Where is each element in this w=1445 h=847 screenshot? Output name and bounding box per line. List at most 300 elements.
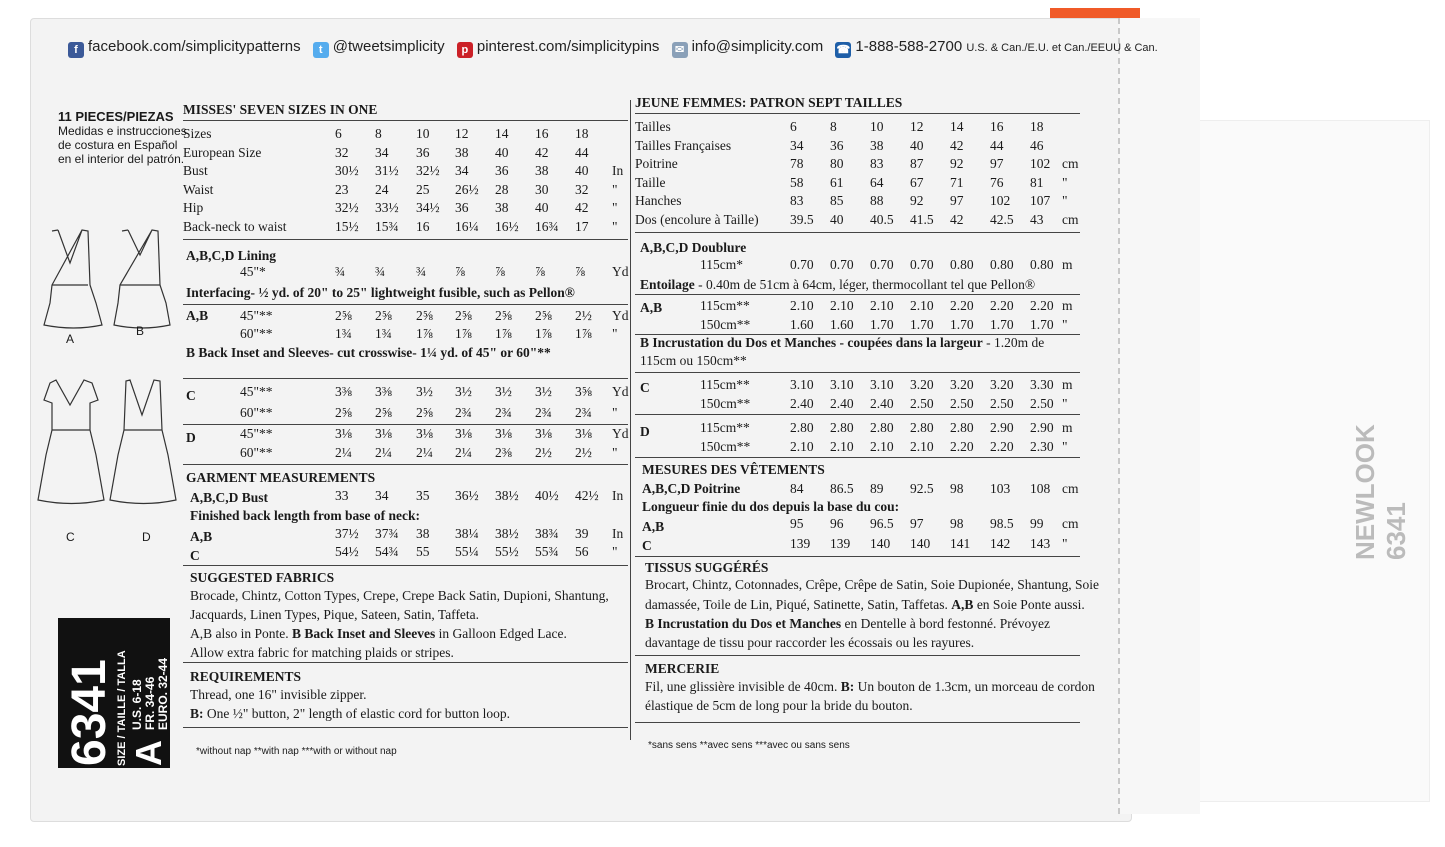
c-longueur-label: C <box>642 538 652 553</box>
d-metrage-value: 2.30 <box>1030 439 1054 454</box>
ab-longueur-unit: cm <box>1062 516 1079 531</box>
measure-value: 16 <box>416 218 430 234</box>
measure-label: Bust <box>183 163 208 178</box>
ab-width-1: 45"** <box>240 308 273 323</box>
incrustation-width: 115cm ou 150cm** <box>640 353 747 368</box>
finished-poitrine-value: 108 <box>1030 481 1051 496</box>
ab-yardage-value: 2⅝ <box>535 308 552 323</box>
measure-unit: " <box>612 200 618 215</box>
lining-value: ⅞ <box>535 264 546 279</box>
doublure-title: A,B,C,D Doublure <box>640 240 747 255</box>
ab-label: A,B <box>186 308 209 323</box>
ab-metrage-value: 2.20 <box>990 298 1014 313</box>
contact-header <box>68 38 1158 58</box>
measure-value: 36 <box>455 200 469 215</box>
requirements-title: REQUIREMENTS <box>190 669 302 684</box>
finished-poitrine-unit: cm <box>1062 481 1079 496</box>
view-label-d: D <box>142 530 151 544</box>
pattern-number: 6341 <box>63 659 116 766</box>
incrustation-label: B Incrustation du Dos et Manches - coupées dans la largeur <box>640 335 983 350</box>
finished-bust-value: 36½ <box>455 488 479 503</box>
measure-value: 8 <box>375 126 382 141</box>
dress-sketch-b <box>114 230 170 328</box>
c-length-value: 55¼ <box>455 544 479 559</box>
garment-measurements-title: GARMENT MEASUREMENTS <box>186 470 376 485</box>
ab-yardage-value: 1¾ <box>375 326 392 341</box>
measure-value: 61 <box>830 174 844 190</box>
measure-value: 16 <box>535 126 549 141</box>
d-yardage-value: 2¼ <box>375 445 392 460</box>
bust-label: A,B,C,D Bust <box>190 490 269 505</box>
fabrics-title: SUGGESTED FABRICS <box>190 570 335 585</box>
tissus-line-3 <box>645 614 1050 633</box>
measure-value: 40 <box>535 200 549 215</box>
d-yardage-value: 3⅛ <box>375 426 392 441</box>
fabrics-line-3 <box>190 624 567 643</box>
d-yardage-value: 2⅜ <box>495 445 512 460</box>
ab-width-2: 60"** <box>240 326 273 341</box>
measure-value: 64 <box>870 174 884 190</box>
c-yardage-value: 2¾ <box>495 405 512 420</box>
ab-yardage-value: 2⅝ <box>495 308 512 323</box>
measure-value: 42 <box>950 137 964 153</box>
measure-value: 12 <box>910 119 924 134</box>
d-yardage-unit: Yd <box>612 426 629 441</box>
measure-value: 16 <box>990 119 1004 134</box>
c-longueur-value: 141 <box>950 536 971 551</box>
c-metrage-value: 2.40 <box>790 396 814 411</box>
measure-value: 32 <box>575 181 589 197</box>
measure-value: 44 <box>575 144 589 160</box>
d-label: D <box>186 430 196 445</box>
lining-value: ¾ <box>375 264 386 279</box>
c-length-value: 54¾ <box>375 544 399 559</box>
size-fr: FR. 34-46 <box>143 676 157 730</box>
ab-metrage-value: 2.20 <box>950 298 974 313</box>
section-rule <box>635 372 1080 373</box>
ab-yardage-value: 2⅝ <box>335 308 352 323</box>
d-yardage-value: 3⅛ <box>535 426 552 441</box>
tissus-line-2a: damassée, Toile de Lin, Piqué, Satinette, Satin, Taffetas. <box>645 597 952 612</box>
section-rule <box>183 565 628 566</box>
d-label: D <box>640 424 650 439</box>
tissus-line-3b: en Dentelle à bord festonné. Prévoyez <box>841 616 1050 631</box>
size-us: U.S. 6-18 <box>130 679 144 730</box>
d-metrage-value: 2.80 <box>830 420 854 435</box>
finished-poitrine-value: 98 <box>950 481 964 496</box>
measure-value: 32½ <box>416 163 440 178</box>
d-metrage-value: 2.80 <box>910 420 934 435</box>
measure-label: Hip <box>183 200 204 215</box>
ab-metrage-value: 1.60 <box>790 317 814 332</box>
c-longueur-value: 142 <box>990 536 1011 551</box>
ab-label: A,B <box>640 300 663 315</box>
doublure-value: 0.70 <box>870 257 894 272</box>
tissus-line-2 <box>645 595 1085 614</box>
measure-value: 17 <box>575 218 589 234</box>
ab-longueur-value: 98.5 <box>990 516 1014 531</box>
tissus-line-1: Brocart, Chintz, Cotonnades, Crêpe, Crêpe de Satin, Soie Dupionée, Shantung, Soie <box>645 577 1100 592</box>
measure-value: 102 <box>990 193 1011 208</box>
section-rule <box>635 414 1080 415</box>
pieces-line-1: Medidas e instrucciones <box>58 124 187 138</box>
c-metrage-value: 3.10 <box>830 377 854 392</box>
d-yardage-value: 3⅛ <box>575 426 592 441</box>
d-metrage-value: 2.10 <box>830 439 854 454</box>
c-metrage-value: 2.50 <box>950 396 974 411</box>
c-length-value: 55 <box>416 544 430 559</box>
c-metrage-value: 3.30 <box>1030 377 1054 392</box>
measure-value: 40 <box>830 211 844 227</box>
d-metrage-value: 2.20 <box>950 439 974 454</box>
ab-longueur-value: 99 <box>1030 516 1044 531</box>
phone-region: U.S. & Can./E.U. et Can./EEUU & Can. <box>966 42 1158 54</box>
ab-length-label: A,B <box>190 529 213 544</box>
measure-value: 76 <box>990 174 1004 190</box>
ab-longueur-value: 95 <box>790 516 804 531</box>
measure-label: Dos (encolure à Taille) <box>635 211 759 227</box>
ab-longueur-value: 98 <box>950 516 964 531</box>
ab-length-value: 38½ <box>495 526 519 541</box>
c-yardage-value: 3½ <box>455 384 472 399</box>
c-metrage-value: 3.20 <box>910 377 934 392</box>
measure-value: 83 <box>790 193 804 208</box>
d-metrage-unit: m <box>1062 420 1073 435</box>
size-box <box>58 618 170 768</box>
measure-value: 39.5 <box>790 211 814 227</box>
c-longueur-value: 140 <box>870 536 891 551</box>
lining-value: ⅞ <box>495 264 506 279</box>
c-length-unit: " <box>612 544 618 559</box>
c-metrage-value: 3.20 <box>950 377 974 392</box>
dress-sketch-c <box>38 380 104 504</box>
c-metrage-value: 2.40 <box>830 396 854 411</box>
dress-sketches <box>30 225 180 555</box>
ab-metrage-value: 1.70 <box>910 317 934 332</box>
measure-value: 16¼ <box>455 218 479 234</box>
pieces-line-2: de costura en Español <box>58 138 178 152</box>
measure-value: 67 <box>910 174 924 190</box>
measure-value: 23 <box>335 181 349 197</box>
d-width-2: 60"** <box>240 445 273 460</box>
measure-value: 81 <box>1030 174 1044 190</box>
d-width-2: 150cm** <box>700 439 751 454</box>
measure-value: 102 <box>1030 156 1051 171</box>
measure-value: 97 <box>950 193 964 208</box>
doublure-value: 0.80 <box>1030 257 1054 272</box>
d-yardage-value: 2¼ <box>335 445 352 460</box>
c-yardage-value: 3⅝ <box>575 384 592 399</box>
ab-metrage-value: 1.70 <box>990 317 1014 332</box>
section-rule <box>183 727 628 728</box>
c-yardage-value: 3⅜ <box>335 384 352 399</box>
doublure-value: 0.70 <box>790 257 814 272</box>
ab-length-value: 37¾ <box>375 526 399 541</box>
measure-value: 42 <box>535 144 549 160</box>
d-metrage-value: 2.80 <box>870 420 894 435</box>
ab-metrage-value: 1.60 <box>830 317 854 332</box>
measure-value: 97 <box>990 156 1004 171</box>
ab-metrage-unit: m <box>1062 298 1073 313</box>
ab-length-value: 39 <box>575 526 589 541</box>
c-longueur-value: 139 <box>790 536 811 551</box>
fabrics-line-3a: A,B also in Ponte. <box>190 626 293 641</box>
measure-value: 38 <box>535 163 549 178</box>
d-yardage-value: 2½ <box>575 445 592 460</box>
measure-unit: cm <box>1062 156 1079 171</box>
measure-label: Hanches <box>635 193 682 208</box>
lining-width: 45"* <box>240 264 266 279</box>
finished-bust-value: 42½ <box>575 488 599 503</box>
section-rule <box>183 304 628 305</box>
mercerie-line-1a: Fil, une glissière invisible de 40cm. <box>645 679 841 694</box>
measure-value: 15½ <box>335 218 359 234</box>
incrustation-note <box>640 333 1044 352</box>
measure-value: 30½ <box>335 163 359 178</box>
ab-yardage-value: 2½ <box>575 308 592 323</box>
ab-width-1: 115cm** <box>700 298 750 313</box>
ab-yardage-value: 2⅝ <box>416 308 433 323</box>
ab-length-value: 38 <box>416 526 430 541</box>
section-rule <box>183 662 628 663</box>
email-link[interactable]: info@simplicity.com <box>691 38 824 55</box>
ab-metrage-value: 2.10 <box>870 298 894 313</box>
doublure-value: 0.80 <box>950 257 974 272</box>
ab-yardage-value: 1⅞ <box>575 326 592 341</box>
mercerie-line-1b: B: <box>840 679 855 694</box>
measure-label: Taille <box>635 174 666 190</box>
measure-value: 6 <box>335 126 342 141</box>
measure-value: 71 <box>950 174 964 190</box>
c-label: C <box>186 388 196 403</box>
measure-value: 15¾ <box>375 218 399 234</box>
measure-value: 36 <box>416 144 430 160</box>
measure-value: 40 <box>495 144 509 160</box>
section-rule <box>635 113 1080 114</box>
measure-value: 78 <box>790 156 804 171</box>
measure-value: 42.5 <box>990 211 1014 227</box>
fabrics-line-4: Allow extra fabric for matching plaids or stripes. <box>190 645 454 660</box>
ab-metrage-value: 1.70 <box>870 317 894 332</box>
doublure-value: 0.70 <box>910 257 934 272</box>
ab-metrage-value: 2.10 <box>910 298 934 313</box>
measure-value: 88 <box>870 193 884 208</box>
measure-label: Tailles <box>635 119 671 134</box>
c-yardage-value: 3½ <box>535 384 552 399</box>
phone-number: 1-888-588-2700 <box>855 38 963 55</box>
c-width-1: 115cm** <box>700 377 750 392</box>
ab-longueur-value: 97 <box>910 516 924 531</box>
interfacing-note: Interfacing- ½ yd. of 20" to 25" lightweight fusible, such as Pellon® <box>186 285 575 300</box>
lining-value: ¾ <box>416 264 427 279</box>
measure-value: 34 <box>375 144 389 160</box>
measure-value: 18 <box>1030 119 1044 134</box>
section-rule <box>635 722 1080 723</box>
measure-label: European Size <box>183 144 262 160</box>
pinterest-link[interactable]: pinterest.com/simplicitypins <box>476 38 660 55</box>
finished-bust-value: 34 <box>375 488 389 503</box>
c-yardage-unit: " <box>612 405 618 420</box>
c-length-value: 54½ <box>335 544 359 559</box>
c-length-value: 55½ <box>495 544 519 559</box>
c-length-value: 56 <box>575 544 589 559</box>
longueur-label: Longueur finie du dos depuis la base du cou: <box>642 499 900 514</box>
ab-metrage-value: 2.10 <box>790 298 814 313</box>
view-label-b: B <box>136 324 145 338</box>
finished-bust-value: 35 <box>416 488 430 503</box>
measure-value: 10 <box>870 119 884 134</box>
entoilage-label: Entoilage <box>640 277 695 292</box>
c-metrage-unit: m <box>1062 377 1073 392</box>
measure-value: 38 <box>870 137 884 153</box>
entoilage-note <box>640 275 1035 294</box>
d-width-1: 45"** <box>240 426 273 441</box>
facebook-link[interactable]: facebook.com/simplicitypatterns <box>88 38 301 55</box>
d-metrage-value: 2.90 <box>990 420 1014 435</box>
d-metrage-value: 2.20 <box>990 439 1014 454</box>
ab-length-value: 38¾ <box>535 526 559 541</box>
section-rule <box>635 457 1080 458</box>
section-rule <box>635 294 1080 295</box>
c-metrage-value: 3.10 <box>870 377 894 392</box>
measure-value: 16½ <box>495 218 519 234</box>
measure-value: 38 <box>455 144 469 160</box>
pieces-info <box>58 110 187 166</box>
d-metrage-value: 2.10 <box>910 439 934 454</box>
d-yardage-value: 3⅛ <box>335 426 352 441</box>
d-metrage-value: 2.90 <box>1030 420 1054 435</box>
measure-label: Sizes <box>183 126 212 141</box>
c-yardage-value: 2¾ <box>575 405 592 420</box>
measure-value: 18 <box>575 126 589 141</box>
measure-label: Back-neck to waist <box>183 218 287 234</box>
d-yardage-value: 2¼ <box>455 445 472 460</box>
measure-value: 32 <box>335 144 349 160</box>
measure-unit: " <box>612 181 618 197</box>
measure-value: 34 <box>790 137 804 153</box>
section-title: MISSES' SEVEN SIZES IN ONE <box>183 102 378 117</box>
measure-unit: " <box>612 218 618 234</box>
section-rule <box>635 556 1080 557</box>
measure-value: 34 <box>455 163 469 178</box>
nap-footnote: *without nap **with nap ***with or without nap <box>196 746 397 757</box>
finished-poitrine-value: 84 <box>790 481 804 496</box>
measure-value: 30 <box>535 181 549 197</box>
measure-unit: " <box>1062 174 1068 190</box>
finished-bust-unit: In <box>612 488 624 503</box>
measure-value: 42 <box>950 211 964 227</box>
lining-value: ¾ <box>335 264 346 279</box>
measure-value: 31½ <box>375 163 399 178</box>
d-metrage-unit: " <box>1062 439 1068 454</box>
measure-value: 46 <box>1030 137 1044 153</box>
tissus-line-3a: B Incrustation du Dos et Manches <box>645 616 842 631</box>
requirements-line-2a: B: <box>190 706 204 721</box>
measure-label: Waist <box>183 181 214 197</box>
d-metrage-value: 2.80 <box>950 420 974 435</box>
measure-value: 8 <box>830 119 837 134</box>
view-label-a: A <box>66 332 75 346</box>
section-rule <box>635 232 1080 233</box>
doublure-unit: m <box>1062 257 1073 272</box>
ab-width-2: 150cm** <box>700 317 751 332</box>
ab-yardage-unit: Yd <box>612 308 629 323</box>
fabrics-line-1: Brocade, Chintz, Cotton Types, Crepe, Crepe Back Satin, Dupioni, Shantung, <box>190 588 609 603</box>
measure-unit: cm <box>1062 211 1079 227</box>
ab-yardage-value: 1⅞ <box>455 326 472 341</box>
requirements-line-1: Thread, one 16" invisible zipper. <box>190 687 367 702</box>
doublure-width: 115cm* <box>700 257 743 272</box>
measure-value: 87 <box>910 156 924 171</box>
pieces-count: 11 PIECES/PIEZAS <box>58 109 174 124</box>
tissus-title: TISSUS SUGGÉRÉS <box>645 560 769 575</box>
measure-value: 92 <box>950 156 964 171</box>
measure-value: 25 <box>416 181 430 197</box>
measure-value: 16¾ <box>535 218 559 234</box>
c-yardage-value: 2¾ <box>535 405 552 420</box>
mesures-title: MESURES DES VÊTEMENTS <box>642 462 825 477</box>
c-metrage-value: 2.50 <box>1030 396 1054 411</box>
size-label: SIZE / TAILLE / TALLA <box>116 650 128 766</box>
doublure-value: 0.70 <box>830 257 854 272</box>
measure-unit: " <box>1062 193 1068 208</box>
measure-value: 24 <box>375 181 389 197</box>
measure-label: Poitrine <box>635 156 678 171</box>
ab-longueur-value: 96 <box>830 516 844 531</box>
measure-value: 28 <box>495 181 509 197</box>
c-longueur-value: 140 <box>910 536 931 551</box>
brand-stamp: NEWLOOK 6341 <box>1350 424 1411 560</box>
c-yardage-value: 2⅝ <box>335 405 352 420</box>
d-metrage-value: 2.80 <box>790 420 814 435</box>
section-rule <box>635 655 1080 656</box>
c-yardage-value: 3½ <box>416 384 433 399</box>
measure-value: 58 <box>790 174 804 190</box>
c-longueur-value: 143 <box>1030 536 1051 551</box>
back-length-label: Finished back length from base of neck: <box>190 508 421 523</box>
section-rule <box>183 239 628 240</box>
measure-value: 42 <box>575 200 589 215</box>
ab-metrage-value: 1.70 <box>1030 317 1054 332</box>
measure-value: 40 <box>910 137 924 153</box>
c-width-2: 60"** <box>240 405 273 420</box>
measure-value: 92 <box>910 193 924 208</box>
column-divider <box>630 100 631 740</box>
finished-bust-value: 38½ <box>495 488 519 503</box>
size-euro: EURO. 32-44 <box>156 657 170 730</box>
twitter-link[interactable]: @tweetsimplicity <box>332 38 445 55</box>
d-yardage-value: 3⅛ <box>495 426 512 441</box>
ab-yardage-value: 2⅝ <box>375 308 392 323</box>
pieces-line-3: en el interior del patrón. <box>58 152 185 166</box>
measure-value: 83 <box>870 156 884 171</box>
fabrics-line-3c: in Galloon Edged Lace. <box>435 626 567 641</box>
measure-value: 85 <box>830 193 844 208</box>
c-yardage-value: 2⅝ <box>375 405 392 420</box>
section-title: JEUNE FEMMES: PATRON SEPT TAILLES <box>635 95 903 110</box>
requirements-line-2b: One ½" button, 2" length of elastic cord for button loop. <box>203 706 510 721</box>
mercerie-line-1c: Un bouton de 1.3cm, un morceau de cordon <box>854 679 1095 694</box>
tissus-line-2b: A,B <box>951 597 974 612</box>
measure-value: 36 <box>830 137 844 153</box>
measure-unit: In <box>612 163 624 178</box>
dress-sketch-d <box>110 380 176 504</box>
ab-metrage-value: 2.20 <box>1030 298 1054 313</box>
d-yardage-value: 3⅛ <box>455 426 472 441</box>
c-yardage-value: 2⅝ <box>416 405 433 420</box>
dress-sketch-a <box>44 230 102 328</box>
mercerie-line-1 <box>645 677 1095 696</box>
